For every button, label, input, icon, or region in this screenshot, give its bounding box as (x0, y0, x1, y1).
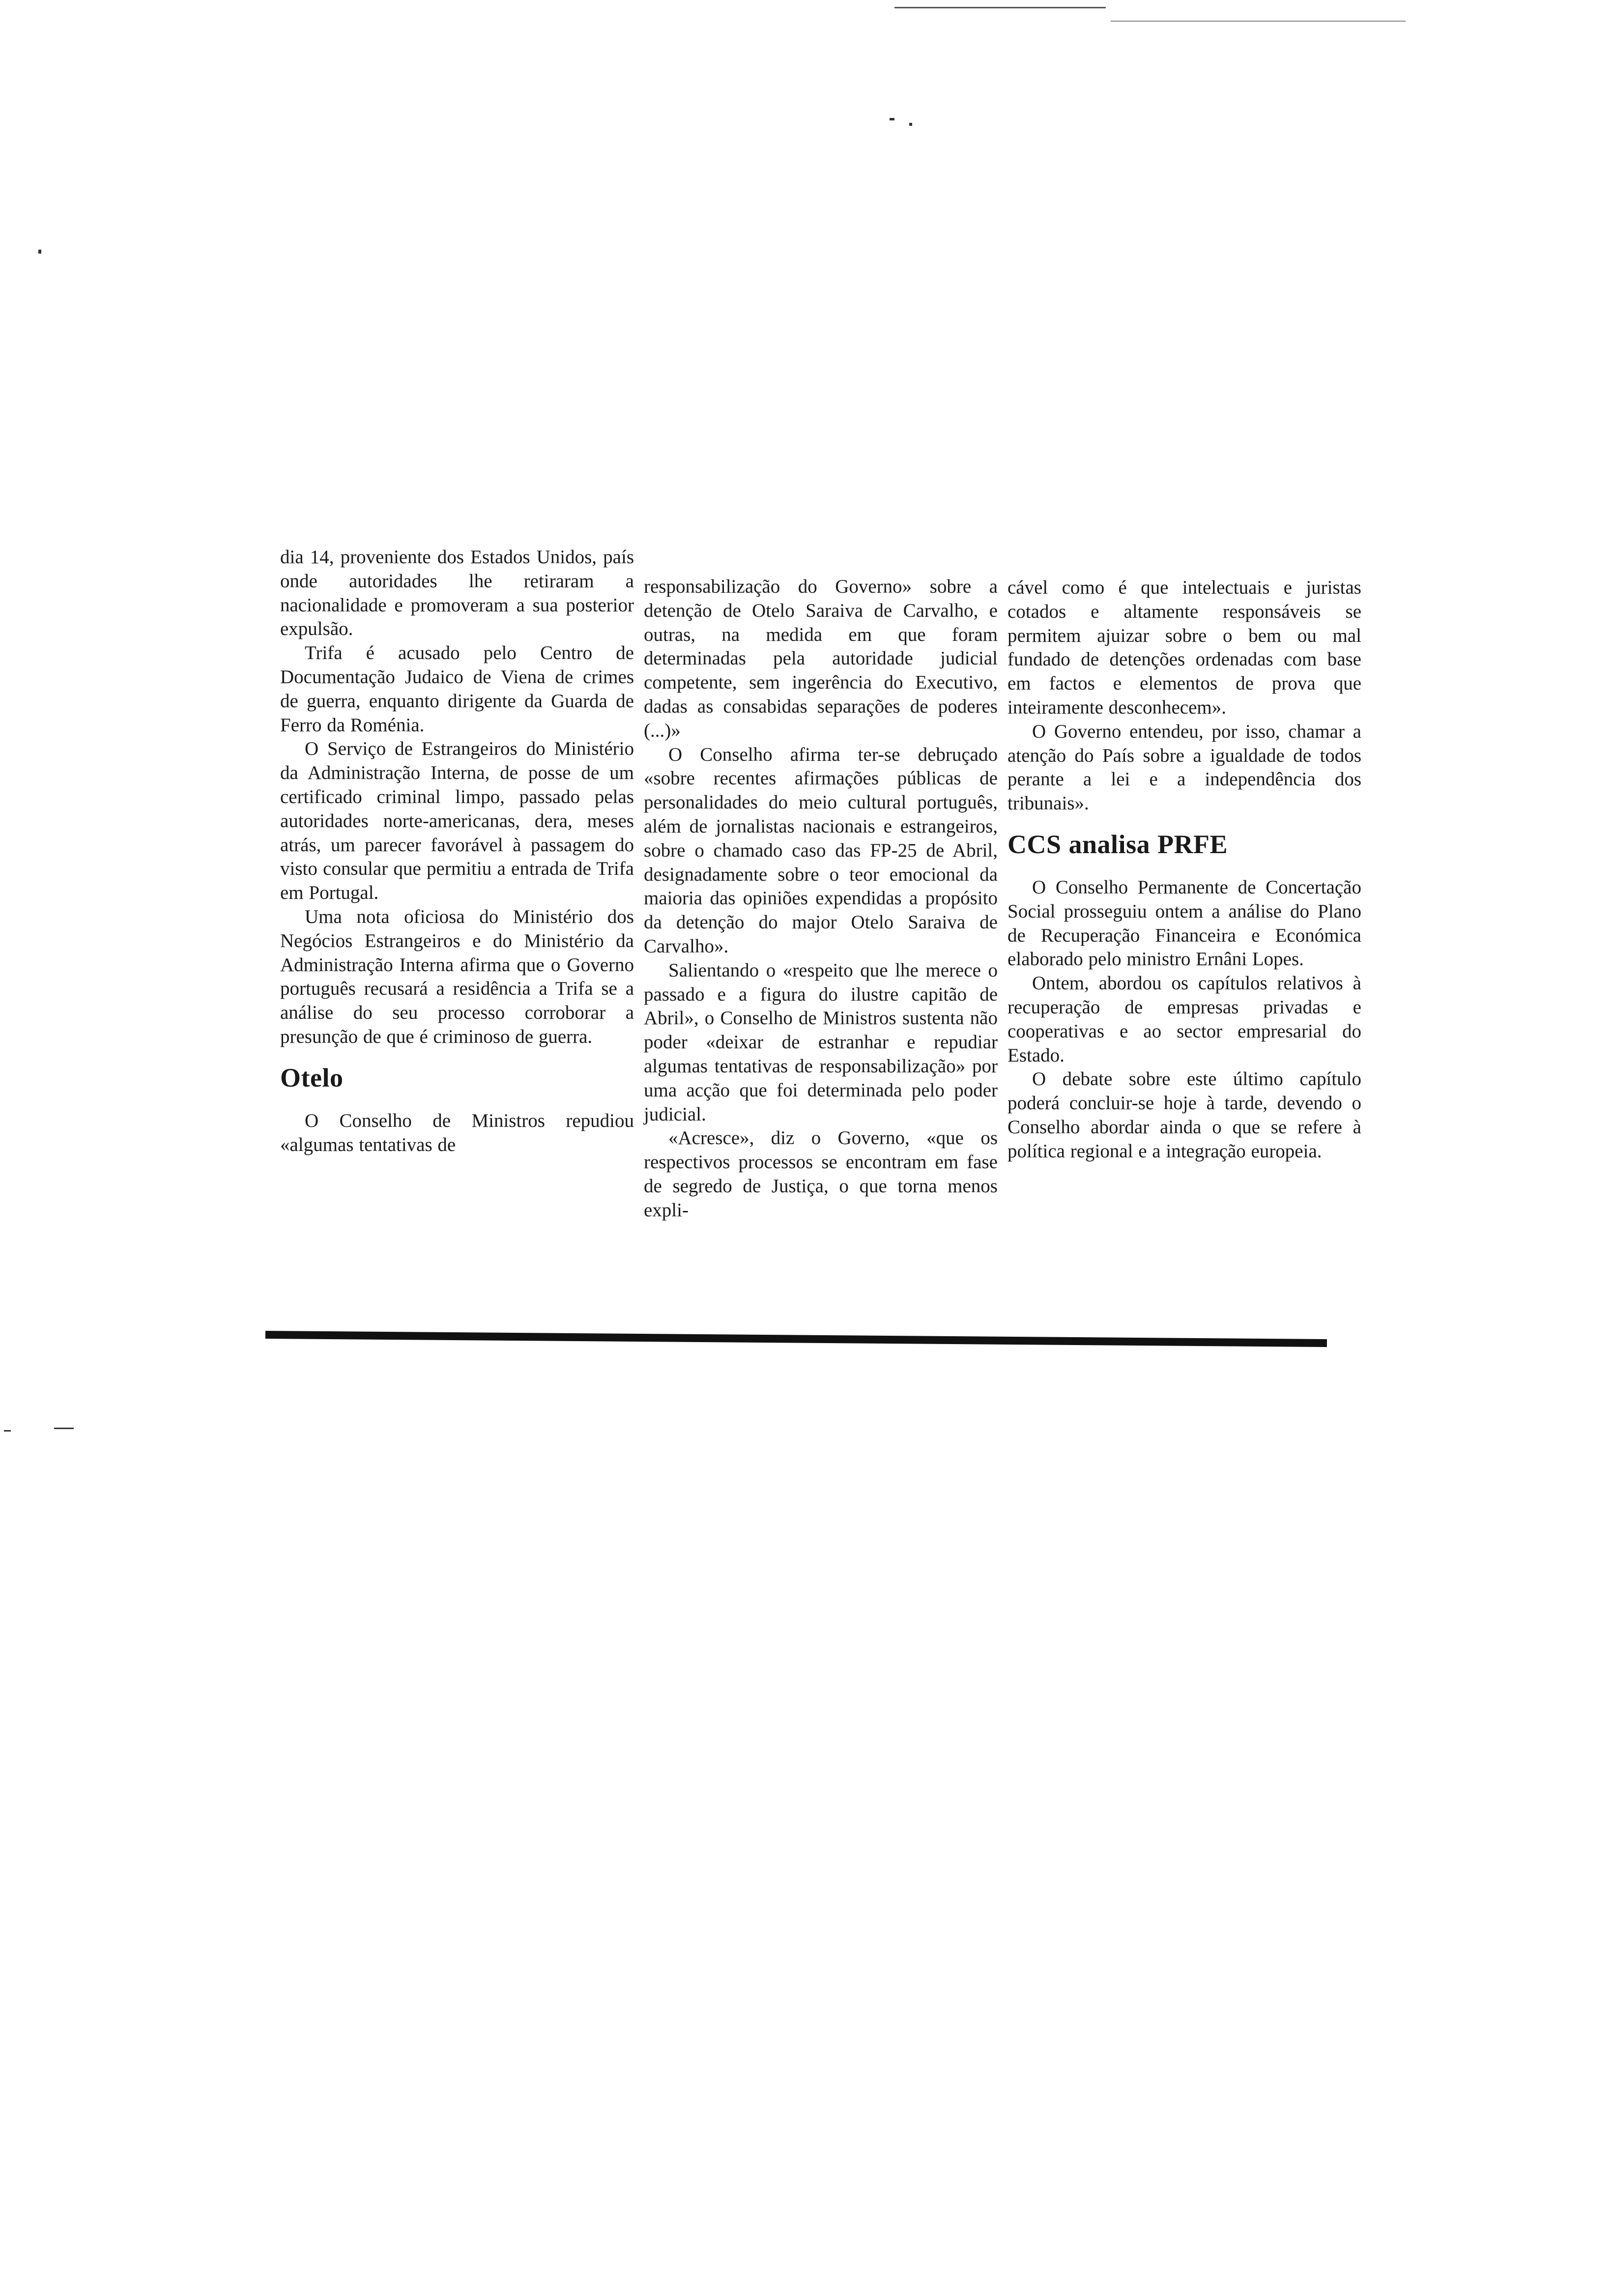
article-paragraph: Uma nota oficiosa do Ministério dos Negócios Estrangeiros e do Ministério da Administração Interna afirma que o Governo português recusará a residência a Trifa se a análise do seu processo corroborar a presunção de que é criminoso de guerra. (280, 906, 634, 1047)
article-paragraph: O Serviço de Estrangeiros do Ministério da Administração Interna, de posse de um certificado criminal limpo, passado pelas autoridades norte-americanas, dera, meses atrás, um parecer favorável à passagem do visto consular que permitiu a entrada de Trifa em Portugal. (280, 738, 634, 904)
article-paragraph: Trifa é acusado pelo Centro de Documentação Judaico de Viena de crimes de guerra, enquanto dirigente da Guarda de Ferro da Roménia. (280, 642, 634, 736)
scan-mark-line (894, 7, 1106, 8)
article-paragraph: Ontem, abordou os capítulos relativos à recuperação de empresas privadas e cooperativas e ao sector empresarial do Estado. (1008, 973, 1361, 1066)
article-column-2 (644, 575, 998, 1223)
article-column-1 (280, 545, 634, 1157)
article-paragraph: O debate sobre este último capítulo poderá concluir-se hoje à tarde, devendo o Conselho abordar ainda o que se refere à política regional e a integração europeia. (1008, 1068, 1361, 1162)
article-paragraph: O Conselho afirma ter-se debruçado «sobre recentes afirmações públicas de personalidades do meio cultural português, além de jornalistas nacionais e estrangeiros, sobre o chamado caso das FP-25 de Abril, designadamente sobre o teor emocional da maioria das opiniões expendidas a propósito da detenção do major Otelo Saraiva de Carvalho». (644, 744, 998, 957)
article-paragraph: «Acresce», diz o Governo, «que os respectivos processos se encontram em fase de segredo de Justiça, o que torna menos expli- (644, 1127, 998, 1221)
newspaper-clipping (260, 545, 1361, 1361)
section-heading: CCS analisa PRFE (1008, 829, 1228, 859)
article-paragraph: dia 14, proveniente dos Estados Unidos, país onde autoridades lhe retiraram a nacionalidade e promoveram a sua posterior expulsão. (280, 546, 634, 640)
scan-speck (909, 123, 912, 126)
article-paragraph: O Governo entendeu, por isso, chamar a atenção do País sobre a igualdade de todos perante a lei e a independência dos tribunais». (1008, 720, 1361, 814)
scan-speck (54, 1428, 74, 1429)
scan-speck (890, 118, 894, 120)
article-paragraph: O Conselho de Ministros repudiou «algumas tentativas de (280, 1110, 634, 1155)
article-paragraph: Salientando o «respeito que lhe merece o passado e a figura do ilustre capitão de Abril», o Conselho de Ministros sustenta não poder «deixar de estranhar e repudiar algumas tentativas de responsabilização» por uma acção que foi determinada pelo poder judicial. (644, 959, 998, 1125)
scan-speck (4, 1430, 11, 1432)
section-heading: Otelo (280, 1062, 344, 1092)
bottom-rule (265, 1331, 1327, 1347)
article-column-3 (1008, 576, 1361, 1164)
article-paragraph: cável como é que intelectuais e juristas cotados e altamente responsáveis se permitem ajuizar sobre o bem ou mal fundado de detenções ordenadas com base em factos e elementos de prova que inteiramente desconhecem». (1008, 577, 1361, 718)
article-paragraph: O Conselho Permanente de Concertação Social prosseguiu ontem a análise do Plano de Recuperação Financeira e Económica elaborado pelo ministro Ernâni Lopes. (1008, 876, 1361, 970)
scan-mark-line (1111, 21, 1406, 22)
scan-speck (38, 250, 41, 254)
article-paragraph: responsabilização do Governo» sobre a detenção de Otelo Saraiva de Carvalho, e outras, na medida em que foram determinadas pela autoridade judicial competente, sem ingerência do Executivo, dadas as consabidas separações de poderes (...)» (644, 576, 998, 741)
